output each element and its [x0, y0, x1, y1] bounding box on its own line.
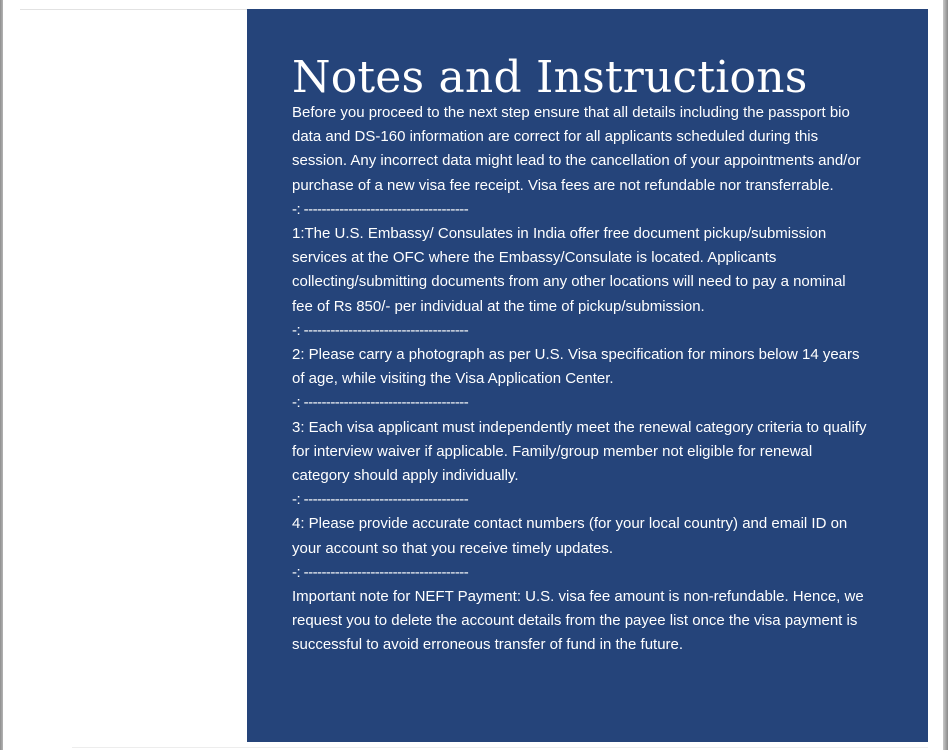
notes-separator: -: ------------------------------------- — [292, 563, 469, 581]
notes-panel — [247, 9, 928, 742]
notes-item-3: 3: Each visa applicant must independently meet the renewal category criteria to qualify for interview waiver if applicable. Family/group member not eligible for renewal category should apply individually. — [292, 418, 867, 485]
window-left-edge — [0, 0, 3, 750]
notes-item-2: 2: Please carry a photograph as per U.S. Visa specification for minors below 14 years of age, while visiting the Visa Application Center. — [292, 346, 860, 388]
notes-item-1: 1:The U.S. Embassy/ Consulates in India offer free document pickup/submission services at the OFC where the Embassy/Consulate is located. Applicants collecting/submitting documents from any other locations will need to pay a nominal fee of Rs 850/- per individual at the time of pickup/submission. — [292, 225, 846, 315]
notes-neft-note: Important note for NEFT Payment: U.S. visa fee amount is non-refundable. Hence, we request you to delete the account details from the payee list once the visa payment is successful to avoid erroneous transfer of fund in the future. — [292, 588, 864, 654]
notes-separator: -: ------------------------------------- — [292, 200, 469, 218]
notes-item-4: 4: Please provide accurate contact numbers (for your local country) and email ID on your account so that you receive timely updates. — [292, 515, 848, 557]
notes-body — [292, 101, 868, 658]
notes-intro: Before you proceed to the next step ensure that all details including the passport bio data and DS-160 information are correct for all applicants scheduled during this session. Any incorrect data might lead to the cancellation of your appointments and/or purchase of a new visa fee receipt. Visa fees are not refundable nor transferrable. — [292, 104, 861, 194]
notes-separator: -: ------------------------------------- — [292, 394, 469, 412]
notes-title: Notes and Instructions — [292, 52, 808, 103]
notes-separator: -: ------------------------------------- — [292, 321, 469, 339]
notes-separator: -: ------------------------------------- — [292, 491, 469, 509]
window-right-edge — [943, 0, 948, 750]
bottom-divider — [72, 747, 928, 748]
